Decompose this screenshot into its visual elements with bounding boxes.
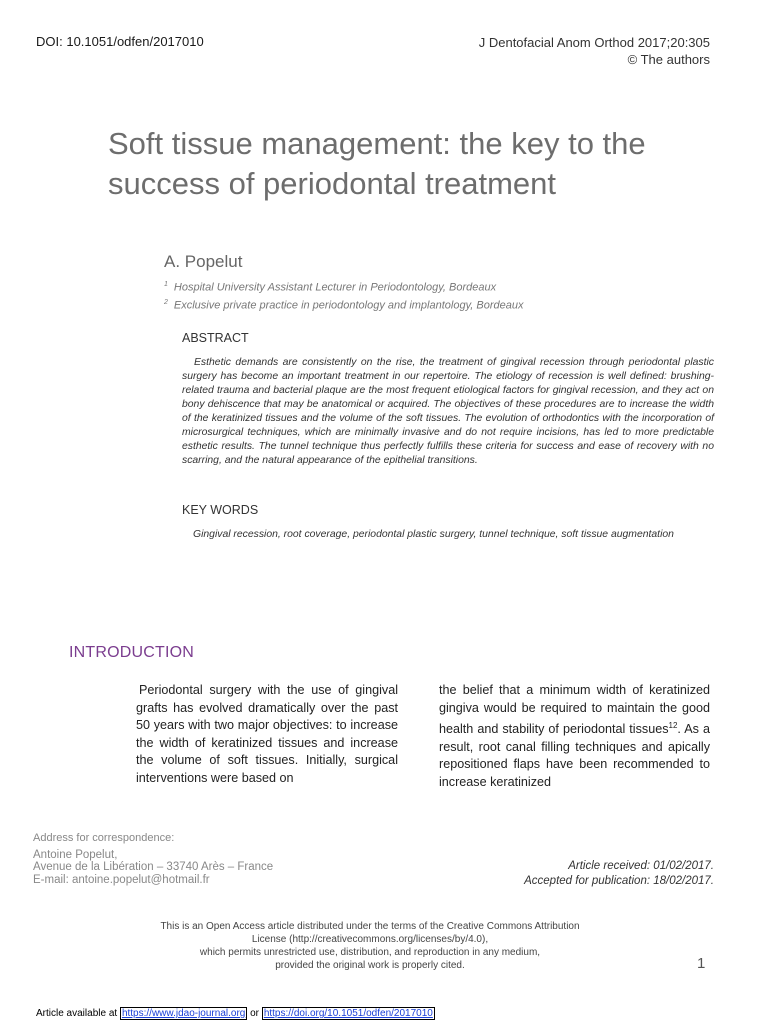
license-line-2: License (http://creativecommons.org/licenses/by/4.0), (251, 934, 489, 945)
author-name: A. Popelut (164, 252, 243, 271)
article-dates (524, 859, 714, 889)
accepted-date: Accepted for publication: 18/02/2017. (524, 875, 714, 887)
abstract-text: Esthetic demands are consistently on the rise, the treatment of gingival recession through periodontal plastic surgery has become an important treatment in our repertoire. The etiology of recession is well defined: brushing-related trauma and bacterial plaque are the most frequent etiological factors for gingival recession, and they act on bony dehiscence that may be anatomical or acquired. The objectives of these procedures are to increase the width of the keratinized tissues and the volume of the soft tissues. The evolution of orthodontics with the incorporation of microsurgical techniques, which are minimally invasive and do not require incisions, has led to more predictable esthetic results. The tunnel technique thus perfectly fulfills these criteria for success and ease of recovery with no scarring, and the natural appearance of the epithelial transitions. (182, 357, 714, 466)
article-title (108, 124, 708, 204)
received-date: Article received: 01/02/2017. (568, 860, 714, 872)
journal-citation (479, 34, 710, 68)
intro-col2-text-b: . As a result, root canal filling techniques and apically repositioned flaps have been recommended to increase keratinized (439, 722, 710, 789)
correspondence-email: E-mail: antoine.popelut@hotmail.fr (33, 874, 210, 886)
availability-or: or (250, 1008, 260, 1019)
journal-reference: J Dentofacial Anom Orthod 2017;20:305 (478, 35, 710, 50)
intro-column-1: Periodontal surgery with the use of gingival grafts has evolved dramatically over the past 50 years with two major objectives: to increase the width of keratinized tissues and increase the volume of soft tissues. Initially, surgical interventions were based on (136, 683, 398, 785)
doi-link[interactable]: https://doi.org/10.1051/odfen/2017010 (263, 1008, 433, 1019)
license-notice (120, 920, 620, 972)
license-line-1: This is an Open Access article distributed under the terms of the Creative Commons Attribution (160, 921, 580, 932)
doi-label: DOI: 10.1051/odfen/2017010 (36, 34, 204, 49)
copyright-notice: © The authors (627, 52, 710, 67)
affiliation-2 (164, 299, 523, 312)
license-line-4: provided the original work is properly cited. (275, 960, 465, 971)
page-number: 1 (697, 955, 706, 972)
reference-superscript[interactable]: 12 (668, 721, 678, 730)
article-availability (36, 1008, 435, 1019)
affiliation-text: Exclusive private practice in periodontology and implantology, Bordeaux (173, 299, 524, 312)
correspondence-address: Avenue de la Libération – 33740 Arès – France (33, 861, 274, 873)
availability-prefix: Article available at (36, 1008, 118, 1019)
introduction-heading: INTRODUCTION (69, 644, 195, 661)
abstract-heading: ABSTRACT (182, 331, 249, 345)
affiliation-1 (164, 281, 496, 294)
keywords-heading: KEY WORDS (182, 503, 259, 517)
affiliation-number: 1 (164, 281, 168, 288)
correspondence-name: Antoine Popelut, (33, 849, 118, 861)
intro-col2-text-a: the belief that a minimum width of keratinized gingiva would be required to maintain the good health and stability of periodontal tissues (439, 683, 710, 737)
title-line-1: Soft tissue management: the key to the (108, 126, 646, 161)
intro-column-2 (439, 682, 710, 791)
license-line-3: which permits unrestricted use, distribution, and reproduction in any medium, (199, 947, 541, 958)
journal-link[interactable]: https://www.jdao-journal.org (121, 1008, 246, 1019)
correspondence-label: Address for correspondence: (33, 832, 175, 844)
affiliation-text: Hospital University Assistant Lecturer in Periodontology, Bordeaux (173, 281, 497, 294)
title-line-2: success of periodontal treatment (108, 166, 557, 201)
affiliation-number: 2 (164, 299, 168, 306)
keywords-text: Gingival recession, root coverage, periodontal plastic surgery, tunnel technique, soft tissue augmentation (193, 529, 674, 540)
